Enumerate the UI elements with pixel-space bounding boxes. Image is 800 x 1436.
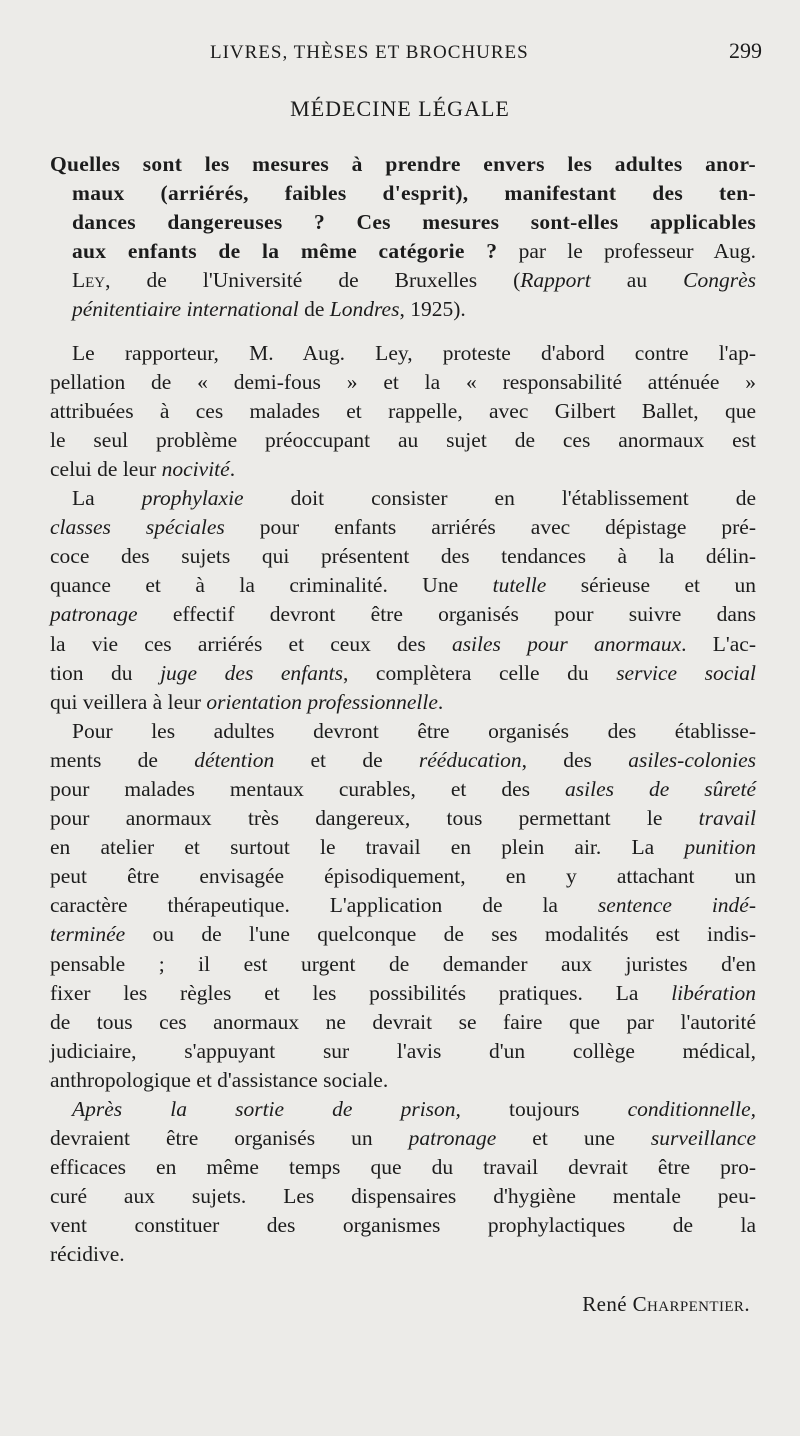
text-line: Le rapporteur, M. Aug. Ley, proteste d'abord contre l'ap- [72,340,756,365]
emphasis: détention [194,747,275,772]
emphasis: tutelle [492,573,547,598]
text-line: pour malades mentaux curables, et des asiles de sûreté [50,776,756,801]
running-header [40,40,770,70]
emphasis: terminée [50,922,126,947]
text-line: La prophylaxie doit consister en l'établissement de [72,486,757,511]
text-line: tion du juge des enfants, complètera celle du service social [50,660,756,685]
emphasis: patronage [50,602,138,627]
congress-year: , 1925). [399,297,466,322]
signature-surname: Charpentier [632,1292,745,1316]
paragraph-adultes [50,717,756,1095]
congress-city: Londres [329,297,400,322]
emphasis: nocivité [161,456,230,481]
text-line: caractère thérapeutique. L'application de la sentence indé- [50,893,757,918]
text-line: anthropologique et d'assistance sociale. [50,1067,389,1092]
paragraph-prophylaxie [50,484,756,717]
text-line: récidive. [50,1242,125,1267]
title-text: aux enfants de la même catégorie ? [72,239,498,264]
title-line: dances dangereuses ? Ces mesures sont-elles applicables [72,210,756,235]
author-prefix: par le professeur Aug. [497,239,757,264]
emphasis: travail [698,806,756,831]
text-line: curé aux sujets. Les dispensaires d'hygiène mentale peu- [50,1184,756,1209]
congress-word: Congrès [683,268,756,293]
paragraph-sortie [50,1095,756,1270]
text-line: la vie ces arriérés et ceux des asiles pour anormaux. L'ac- [50,631,756,656]
text-line: efficaces en même temps que du travail devrait être pro- [50,1155,756,1180]
text-line: patronage effectif devront être organisés pour suivre dans [50,602,756,627]
emphasis: asiles de sûreté [565,776,756,801]
emphasis: orientation professionnelle [206,689,438,714]
author-line: Ley, de l'Université de Bruxelles (Rapport au Congrès [72,268,756,293]
text-line: judiciaire, s'appuyant sur l'avis d'un collège médical, [50,1038,756,1063]
text-line: qui veillera à leur orientation professionnelle. [50,689,444,714]
title-line: Quelles sont les mesures à prendre envers les adultes anor- [50,152,756,176]
emphasis: sentence indé- [597,893,757,918]
page-number: 299 [729,38,762,63]
text-line: terminée ou de l'une quelconque de ses modalités est indis- [50,922,756,947]
text-line: pensable ; il est urgent de demander aux juristes d'en [50,951,756,976]
report-word: Rapport [520,268,591,293]
congress-name: pénitentiaire international [72,297,299,322]
emphasis: asiles-colonies [628,747,756,772]
section-title: MÉDECINE LÉGALE [290,96,510,121]
title-line [50,237,756,266]
emphasis: Après la sortie de prison, [72,1097,461,1121]
text-line: peut être envisagée épisodiquement, en y attachant un [50,864,756,889]
text-line: coce des sujets qui présentent des tendances à la délin- [50,544,756,569]
emphasis: rééducation [418,747,522,772]
text-line: attribuées à ces malades et rappelle, avec Gilbert Ballet, que [50,398,756,423]
text-line: vent constituer des organismes prophylactiques de la [50,1213,756,1238]
emphasis: conditionnelle, [627,1097,756,1121]
emphasis: classes spéciales [50,515,225,540]
emphasis: asiles pour anormaux [451,631,682,656]
emphasis: libération [671,980,756,1005]
text-line: en atelier et surtout le travail en plein air. La punition [50,835,756,860]
text-line: quance et à la criminalité. Une tutelle sérieuse et un [50,573,756,598]
emphasis: surveillance [650,1126,756,1151]
running-title: LIVRES, THÈSES ET BROCHURES [210,42,529,63]
text-line: pellation de « demi-fous » et la « responsabilité atténuée » [50,369,756,394]
signature: René Charpentier. [582,1292,750,1316]
title-line: maux (arriérés, faibles d'esprit), manifestant des ten- [72,181,756,206]
emphasis: service social [616,660,756,685]
text-line: Pour les adultes devront être organisés des établisse- [72,718,756,743]
reviewed-work-title [50,150,756,325]
author-name: Ley [72,268,106,293]
text-line: classes spéciales pour enfants arriérés avec dépistage pré- [50,515,757,540]
text-line: pour anormaux très dangereux, tous permettant le travail [50,806,756,831]
emphasis: punition [684,835,756,860]
emphasis: juge des enfants [160,660,343,685]
source-line: pénitentiaire international de Londres, 1925). [72,297,466,322]
emphasis: patronage [408,1126,497,1151]
affiliation: , de l'Université de Bruxelles ( [105,268,521,293]
paragraph-intro [50,339,756,484]
text-line: Après la sortie de prison, toujours conditionnelle, [72,1097,756,1121]
text-line: devraient être organisés un patronage et une surveillance [50,1126,756,1151]
text-line: le seul problème préoccupant au sujet de ces anormaux est [50,427,756,452]
article-body [50,150,756,1270]
emphasis: prophylaxie [141,486,244,511]
text-line: ments de détention et de rééducation, des asiles-colonies [50,747,756,772]
text-line: celui de leur nocivité. [50,456,236,481]
text-line: fixer les règles et les possibilités pratiques. La libération [50,980,756,1005]
text-line: de tous ces anormaux ne devrait se faire que par l'autorité [50,1009,756,1034]
